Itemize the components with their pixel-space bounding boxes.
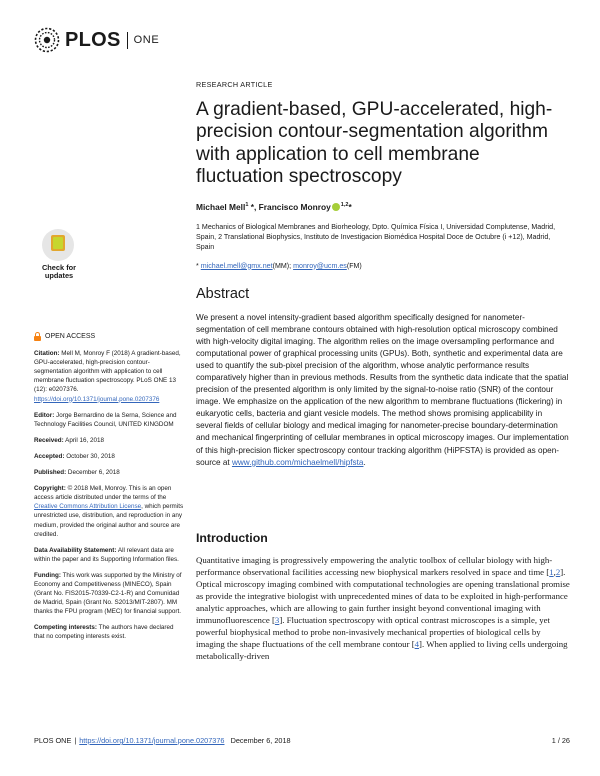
page-footer xyxy=(34,736,570,745)
copyright: Copyright: © 2018 Mell, Monroy. This is an open access article distributed under the terms of the Creative Commons Attribution License, which permits unrestricted use, distribution, and reproduction in any medium, provided the original author and source are credited. xyxy=(34,485,184,538)
ribbon-inner-icon xyxy=(53,237,63,249)
license-link[interactable]: Creative Commons Attribution License xyxy=(34,503,142,511)
corresponding-emails: * michael.mell@gmx.net(MM); monroy@ucm.es(FM) xyxy=(196,261,362,270)
citation: Citation: Mell M, Monroy F (2018) A gradient-based, GPU-accelerated, high-precision contour-segmentation algorithm with application to cell membrane fluctuation spectroscopy. PLoS ONE 13 (12): e0207376. https://doi.org/10.1371/journal.pone.0207376 xyxy=(34,350,181,403)
received-date: Received: April 16, 2018 xyxy=(34,436,105,444)
author-list: Michael Mell$^1$ *, Francisco Monroy $^{1,2}$* xyxy=(196,201,352,212)
footer-date: December 6, 2018 xyxy=(230,736,291,745)
abstract-heading: Abstract xyxy=(196,285,250,302)
email-link-mell[interactable]: michael.mell@gmx.net xyxy=(200,261,273,270)
footer-left: PLOS ONE | https://doi.org/10.1371/journal.pone.0207376 December 6, 2018 xyxy=(34,736,291,745)
footer-journal: PLOS ONE xyxy=(34,736,72,745)
open-access-label: OPEN ACCESS xyxy=(34,332,184,341)
citation-doi-link[interactable]: https://doi.org/10.1371/journal.pone.0207376 xyxy=(34,395,160,403)
author-monroy[interactable]: Francisco Monroy xyxy=(258,201,331,212)
page-number: 1 / 26 xyxy=(551,736,570,745)
sidebar xyxy=(34,332,184,649)
plos-one-logo[interactable] xyxy=(34,27,159,53)
ref-link-2[interactable]: 2 xyxy=(555,566,561,577)
article-type: RESEARCH ARTICLE xyxy=(196,80,273,89)
editor: Editor: Jorge Bernardino de la Serna, Science and Technology Facilities Council, UNITED KINGDOM xyxy=(34,411,177,428)
orcid-icon[interactable] xyxy=(332,203,340,211)
accepted-date: Accepted: October 30, 2018 xyxy=(34,452,115,460)
logo-journal: ONE xyxy=(133,34,160,46)
published-date: Published: December 6, 2018 xyxy=(34,469,120,477)
author-mell[interactable]: Michael Mell xyxy=(196,201,246,212)
ref-link-1[interactable]: 1 xyxy=(549,566,554,577)
email-link-monroy[interactable]: monroy@ucm.es xyxy=(293,261,347,270)
introduction-body: Quantitative imaging is progressively empowering the analytic toolbox of cellular biology with high-performance observational facilities accessing new biophysical markers resolved in space and time [1,2]. Optical microscopy imaging combined with computational technologies are opening translational promise as provide the integrative biologist with unprecedented mines of data to be exploited in high-performance analytic approaches, which are allowing to gain further insight beyond conventional imaging with immunofluorescence [3]. Fluctuation spectroscopy with optical contrast microscopes is a simple, yet powerful biophysical method to probe non-invasively mechanical properties of biological cells by imaging the shape fluctuations of the cell membrane contour [4]. When applied to living cells undergoing metabolically-driven xyxy=(196,554,570,662)
check-updates-label: Check for updates xyxy=(41,263,77,281)
ref-link-4[interactable]: 4 xyxy=(414,639,420,650)
main-column xyxy=(196,80,570,663)
github-link[interactable]: www.github.com/michaelmell/hipfsta xyxy=(231,457,364,467)
ref-link-3[interactable]: 3 xyxy=(274,615,280,626)
affiliations: 1 Mechanics of Biological Membranes and Biorheology, Dpto. Química Física I, Universidad Complutense, Madrid, Spain, 2 Translational Biophysics, Instituto de Investigacion Biomédica Hospital Doce de Octubre (i +12), Madrid, Spain xyxy=(196,222,556,252)
open-access-lock-icon xyxy=(34,332,41,341)
data-availability: Data Availability Statement: All relevant data are within the paper and its Supporting Information files. xyxy=(34,546,179,563)
check-for-updates-badge[interactable] xyxy=(34,229,84,284)
plos-logo-icon xyxy=(34,27,60,53)
logo-separator xyxy=(127,32,128,49)
article-title: A gradient-based, GPU-accelerated, high-precision contour-segmentation algorithm with application to cell membrane fluctuation spectroscopy xyxy=(196,99,553,188)
footer-doi-link[interactable]: https://doi.org/10.1371/journal.pone.0207376 xyxy=(79,736,225,745)
logo-brand: PLOS xyxy=(65,28,121,51)
funding: Funding: This work was supported by the Ministry of Economy and Competitiveness (MINECO), Spain (Grant No. FIS2015-70339-C2-1-R) and Comunidad de Madrid, Spain (Grant No. S2013/MIT-2807). MM thanks the FPU program (MEC) for financial support. xyxy=(34,571,182,616)
abstract-body: We present a novel intensity-gradient based algorithm specifically designed for nanometer-segmentation of cell membrane contours obtained with high-resolution optical microscopy combined with high-velocity digital imaging. The algorithm relies on the image oversampling performance and computational power of graphical processing units (GPUs). Both, synthetic and experimental data are used to quantify the sub-pixel precision of the algorithm, whose analytic performance results comparatively higher than in previous methods. Results from the synthetic data indicate that the spatial precision of the presented algorithm is only limited by the signal-to-noise ratio (SNR) of the contour image. We emphasize on the application of the new algorithm to membrane fluctuations (flickering) in eukaryotic cells, bacteria and giant vesicle models. The method shows promising applicability in several fields of cellular biology and medical imaging for nanometer-precise boundary-determination and mechanical fingerprinting of cellular membranes in optical microscopy images. Our implementation of this high-precision flicker spectroscopy contour tracking algorithm (HiPFSTA) is provided as open-source at www.github.com/michaelmell/hipfsta. xyxy=(196,312,569,467)
competing-interests: Competing interests: The authors have declared that no competing interests exist. xyxy=(34,624,174,641)
introduction-heading: Introduction xyxy=(196,530,268,545)
